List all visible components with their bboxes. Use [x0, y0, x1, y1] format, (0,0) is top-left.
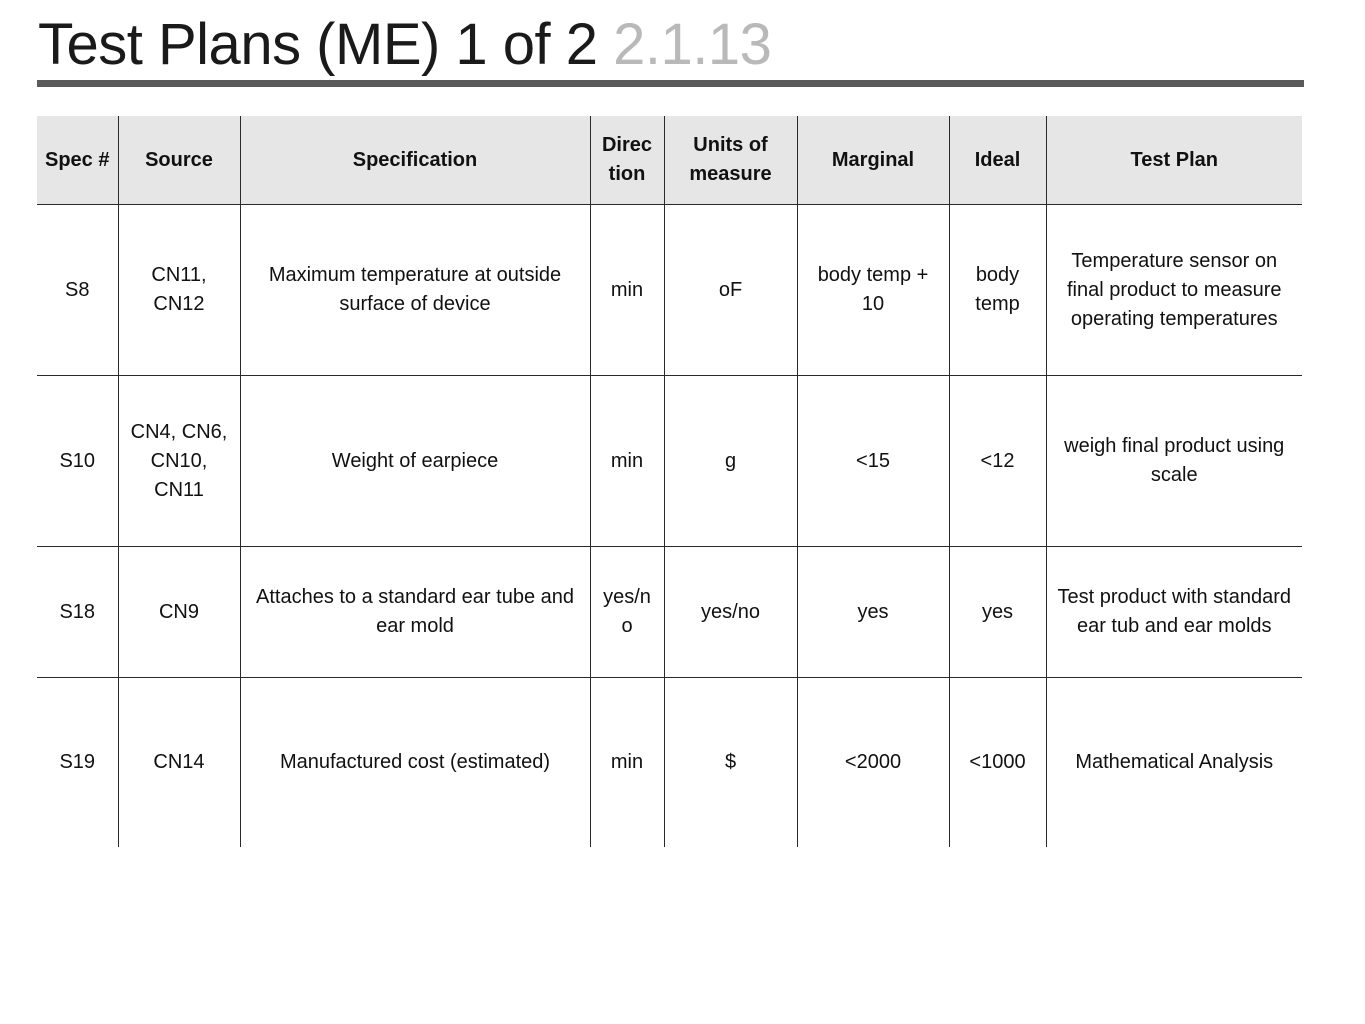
cell-ideal: <1000 — [949, 678, 1046, 848]
cell-units: yes/no — [664, 547, 797, 678]
cell-test-plan: Mathematical Analysis — [1046, 678, 1302, 848]
cell-spec: S19 — [59, 751, 96, 773]
cell-units: $ — [664, 678, 797, 848]
cell-specification: Maximum temperature at outside surface of device — [240, 205, 590, 376]
cell-spec: S8 — [37, 205, 118, 376]
cell-direction: min — [590, 376, 664, 547]
cell-source: CN14 — [118, 678, 240, 848]
cell-direction: yes/n o — [590, 547, 664, 678]
header-test-plan: Test Plan — [1046, 116, 1302, 205]
cell-ideal: <12 — [949, 376, 1046, 547]
cell-marginal: yes — [797, 547, 949, 678]
header-spec: Spec # — [37, 116, 118, 205]
cell-ideal: yes — [949, 547, 1046, 678]
cell-units: oF — [664, 205, 797, 376]
header-units: Units of measure — [664, 116, 797, 205]
cell-ideal: body temp — [949, 205, 1046, 376]
cell-marginal: <15 — [797, 376, 949, 547]
table-row — [37, 205, 1302, 376]
header-source: Source — [118, 116, 240, 205]
title-text: Test Plans (ME) 1 of 2 — [38, 12, 598, 77]
cell-marginal: body temp + 10 — [797, 205, 949, 376]
cell-test-plan: Test product with standard ear tub and ear molds — [1046, 547, 1302, 678]
header-row — [37, 116, 1302, 205]
cell-source: CN4, CN6, CN10, CN11 — [118, 376, 240, 547]
page-title — [38, 12, 771, 78]
cell-source: CN9 — [118, 547, 240, 678]
title-divider — [37, 80, 1304, 87]
cell-units: g — [664, 376, 797, 547]
header-marginal: Marginal — [797, 116, 949, 205]
header-specification: Specification — [240, 116, 590, 205]
cell-marginal: <2000 — [797, 678, 949, 848]
cell-direction: min — [590, 678, 664, 848]
cell-source: CN11, CN12 — [118, 205, 240, 376]
cell-test-plan: weigh final product using scale — [1046, 376, 1302, 547]
table-row — [37, 678, 1302, 848]
cell-spec: S10 — [37, 376, 118, 547]
header-ideal: Ideal — [949, 116, 1046, 205]
cell-specification: Attaches to a standard ear tube and ear mold — [240, 547, 590, 678]
section-number: 2.1.13 — [613, 12, 772, 77]
test-plan-table — [37, 116, 1302, 847]
cell-test-plan: Temperature sensor on final product to measure operating temperatures — [1046, 205, 1302, 376]
header-direction: Direc tion — [590, 116, 664, 205]
cell-specification: Weight of earpiece — [240, 376, 590, 547]
cell-direction: min — [590, 205, 664, 376]
cell-specification: Manufactured cost (estimated) — [240, 678, 590, 848]
cell-spec: S18 — [37, 547, 118, 678]
table-row — [37, 376, 1302, 547]
table-row — [37, 547, 1302, 678]
